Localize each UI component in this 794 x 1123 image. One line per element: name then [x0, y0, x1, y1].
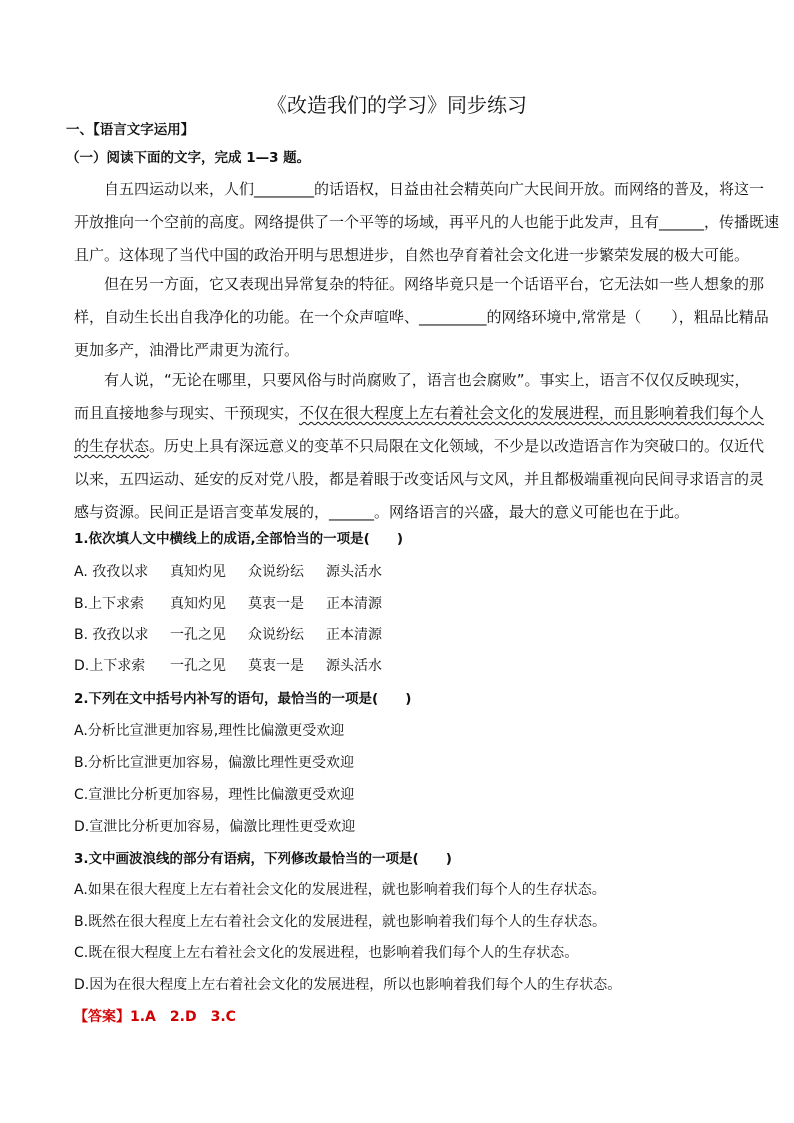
subsection-heading: （一）阅读下面的文字，完成 1—3 题。	[66, 150, 311, 166]
answer-text: 1.A 2.D 3.C	[130, 1009, 236, 1025]
question-3-option-a: A.如果在很大程度上左右着社会文化的发展进程，就也影响着我们每个人的生存状态。	[74, 882, 606, 898]
question-3-option-c: C.既在很大程度上左右着社会文化的发展进程，也影响着我们每个人的生存状态。	[74, 945, 579, 961]
answer-label: 【答案】	[74, 1009, 130, 1025]
passage-line: 样，自动生长出自我净化的功能。在一个众声喧哗、_________的网络环境中,常常是（ ），粗品比精品	[74, 308, 769, 326]
passage-line: 开放推向一个空前的高度。网络提供了一个平等的场域，再平凡的人也能于此发声，且有______，传播既速	[74, 213, 780, 231]
passage-text: 而且直接地参与现实、干预现实，	[74, 404, 300, 422]
passage-text: 。历史上具有深远意义的变革不只局限在文化领域，不少是以改造语言作为突破口的。仅近代	[149, 437, 765, 455]
passage-line: 且广。这体现了当代中国的政治开明与思想进步，自然也孕育着社会文化进一步繁荣发展的极大可能。	[74, 246, 750, 264]
passage-line: 感与资源。民间正是语言变革发展的，______。网络语言的兴盛，最大的意义可能也在于此。	[74, 503, 690, 521]
question-1-stem: 1.依次填人文中横线上的成语,全部恰当的一项是( )	[74, 531, 403, 547]
question-2-stem: 2.下列在文中括号内补写的语句，最恰当的一项是( )	[74, 691, 412, 707]
passage-paragraph-2	[74, 268, 769, 367]
passage-paragraph-3	[74, 364, 765, 529]
passage-line: 自五四运动以来，人们________的话语权，日益由社会精英向广大民间开放。而网络的普及，将这一	[104, 180, 765, 198]
passage-line	[74, 397, 765, 430]
question-3-option-b: B.既然在很大程度上左右着社会文化的发展进程，就也影响着我们每个人的生存状态。	[74, 914, 607, 930]
question-2-option-b: B.分析比宣泄更加容易，偏激比理性更受欢迎	[74, 755, 355, 771]
passage-paragraph-1	[74, 173, 780, 272]
question-1-option-3: B. 孜孜以求 一孔之见 众说纷纭 正本清源	[74, 627, 382, 643]
question-2-option-a: A.分析比宣泄更加容易,理性比偏激更受欢迎	[74, 723, 345, 739]
question-1-option-4: D.上下求索 一孔之见 莫衷一是 源头活水	[74, 658, 382, 674]
passage-line: 以来，五四运动、延安的反对党八股，都是着眼于改变话风与文风，并且都极端重视向民间寻求语言的灵	[74, 470, 765, 488]
wavy-underlined-text: 的生存状态	[74, 437, 150, 455]
question-2-option-d: D.宣泄比分析更加容易，偏激比理性更受欢迎	[74, 819, 356, 835]
answer-line	[74, 1008, 236, 1026]
question-1-option-2: B.上下求索 真知灼见 莫衷一是 正本清源	[74, 596, 382, 612]
question-3-stem: 3.文中画波浪线的部分有语病，下列修改最恰当的一项是( )	[74, 851, 452, 867]
question-2-option-c: C.宣泄比分析更加容易，理性比偏激更受欢迎	[74, 787, 355, 803]
wavy-underlined-text: 不仅在很大程度上左右着社会文化的发展进程，而且影响着我们每个人	[299, 404, 765, 422]
passage-line: 有人说，“无论在哪里，只要风俗与时尚腐败了，语言也会腐败”。事实上，语言不仅仅反映现实，	[104, 371, 750, 389]
question-1-option-1: A. 孜孜以求 真知灼见 众说纷纭 源头活水	[74, 564, 382, 580]
passage-line: 更加多产，油滑比严肃更为流行。	[74, 341, 300, 359]
document-title: 《改造我们的学习》同步练习	[267, 93, 527, 117]
question-3-option-d: D.因为在很大程度上左右着社会文化的发展进程，所以也影响着我们每个人的生存状态。	[74, 977, 622, 993]
passage-line	[74, 430, 765, 463]
section-heading: 一、【语言文字运用】	[66, 122, 195, 138]
passage-line: 但在另一方面，它又表现出异常复杂的特征。网络毕竟只是一个话语平台，它无法如一些人想象的那	[104, 275, 765, 293]
